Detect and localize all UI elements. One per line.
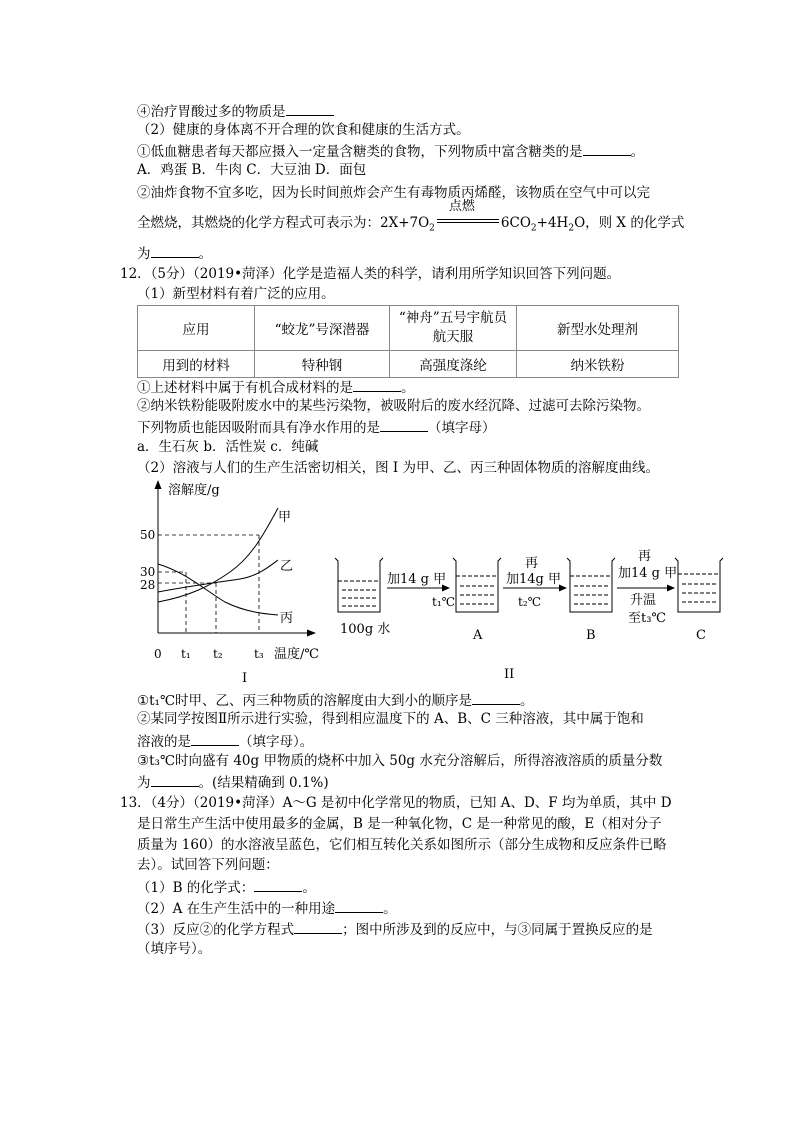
step2-label-b: 加14g 甲 (506, 572, 561, 587)
reaction-condition-arrow: 点燃 (435, 213, 501, 227)
q12-s2c: a．生石灰 b．活性炭 c．纯碱 (137, 439, 319, 455)
q11-line-5: ②油炸食物不宜多吃，因为长时间煎炸会产生有毒物质丙烯醛，该物质在空气中可以完 (137, 185, 650, 201)
answer-blank[interactable] (353, 377, 401, 392)
step3-label-c: 升温 (630, 593, 657, 608)
q12-s5b: 为 。(结果精确到 0.1%) (137, 772, 329, 792)
q11-line-3: ①低血糖患者每天都应摄入一定量含糖类的食物，下列物质中富含糖类的是 。 (137, 141, 644, 161)
answer-blank[interactable] (472, 690, 520, 705)
y-axis-arrow (155, 480, 162, 489)
q13-line-5: （1）B 的化学式： 。 (137, 877, 316, 897)
q13-line-8: （填序号）。 (137, 941, 212, 957)
table-cell: 特种钢 (255, 351, 390, 378)
q12-header: 12．（5分）（2019•菏泽）化学是造福人类的科学，请利用所学知识回答下列问题。 (120, 266, 621, 282)
series-label-yi: 乙 (280, 559, 294, 574)
beaker-c (675, 558, 723, 612)
table-cell: “蛟龙”号深潜器 (255, 306, 390, 351)
q11-line-2: （2）健康的身体离不开合理的饮食和健康的生活方式。 (137, 122, 470, 138)
x-axis-label: 温度/℃ (274, 647, 319, 662)
beaker-a (453, 558, 501, 612)
step1-label: 加14 g 甲 (387, 572, 447, 587)
answer-blank[interactable] (151, 243, 199, 258)
y-axis-label: 溶解度/g (168, 483, 220, 498)
table-cell: “神舟”五号宇航员航天服 (390, 306, 517, 351)
q13-line-1: 13．（4分）（2019•菏泽）A～G 是初中化学常见的物质，已知 A、D、F 均为单质，其中 D (120, 795, 672, 811)
answer-blank[interactable] (191, 731, 239, 746)
answer-blank[interactable] (151, 772, 199, 787)
beaker-water (335, 558, 383, 612)
q12-s3: ①t₁℃时甲、乙、丙三种物质的溶解度由大到小的顺序是 。 (137, 690, 534, 710)
curve-jia (158, 508, 278, 602)
curve-yi (158, 560, 278, 592)
answer-blank[interactable] (335, 898, 383, 913)
experiment-diagram (332, 548, 732, 690)
q12-part2: （2）溶液与人们的生产生活密切相关，图 I 为甲、乙、丙三种固体物质的溶解度曲线。 (137, 460, 660, 476)
step3-label-a: 再 (638, 549, 652, 564)
solubility-chart (130, 478, 330, 690)
table-cell: 高强度涤纶 (390, 351, 517, 378)
step2-label-a: 再 (525, 556, 539, 571)
label-a: A (473, 628, 483, 643)
q12-s5a: ③t₃℃时向盛有 40g 甲物质的烧杯中加入 50g 水充分溶解后，所得溶液溶质的质量分数 (137, 753, 663, 769)
q13-line-2: 是日常生产生活中使用最多的金属，B 是一种氧化物，C 是一种常见的酸，E（相对分子 (137, 816, 662, 832)
figure-caption-2: II (504, 667, 515, 682)
x-axis-arrow (307, 630, 316, 637)
table-cell: 新型水处理剂 (517, 306, 679, 351)
step3-label-b: 加14 g 甲 (618, 566, 678, 581)
materials-table (137, 305, 679, 378)
x-tick-t3: t₃ (254, 647, 264, 661)
water-label: 100g 水 (340, 622, 391, 637)
answer-blank[interactable] (294, 919, 342, 934)
step1-temp: t₁℃ (432, 595, 456, 609)
q12-s4a: ②某同学按图Ⅱ所示进行实验，得到相应温度下的 A、B、C 三种溶液，其中属于饱和 (137, 711, 644, 727)
q12-s1: ①上述材料中属于有机合成材料的是 。 (137, 377, 415, 397)
y-tick-30: 30 (140, 565, 156, 579)
answer-blank[interactable] (583, 141, 631, 156)
origin-label: 0 (154, 647, 162, 661)
series-label-jia: 甲 (278, 510, 292, 525)
y-tick-28: 28 (140, 578, 156, 592)
q12-part1: （1）新型材料有着广泛的应用。 (137, 286, 335, 302)
q11-line-1: ④治疗胃酸过多的物质是 (137, 101, 334, 121)
q11-line-7: 为 。 (137, 243, 212, 263)
x-tick-t1: t₁ (181, 647, 191, 661)
q12-s4b: 溶液的是 （填字母）。 (137, 731, 313, 751)
label-c: C (696, 628, 706, 643)
series-label-bing: 丙 (280, 611, 294, 626)
label-b: B (586, 628, 596, 643)
answer-blank[interactable] (254, 877, 302, 892)
q13-line-3: 质量为 160）的水溶液呈蓝色，它们相互转化关系如图所示（部分生成物和反应条件已略 (137, 837, 667, 853)
x-tick-t2: t₂ (213, 647, 223, 661)
beaker-b (567, 558, 615, 612)
table-cell: 用到的材料 (138, 351, 255, 378)
step2-temp: t₂℃ (518, 595, 542, 609)
table-cell: 纳米铁粉 (517, 351, 679, 378)
q13-line-7: （3）反应②的化学方程式 ；图中所涉及到的反应中，与③同属于置换反应的是 (137, 919, 653, 939)
q11-line-6: 全燃烧，其燃烧的化学方程式可表示为：$2X+7O_2$ 点燃 $6CO_2+4H_2O$，则 X 的化学式 (137, 199, 685, 234)
q13-line-4: 去）。试回答下列问题： (137, 857, 279, 873)
answer-blank[interactable] (286, 101, 334, 116)
q13-line-6: （2）A 在生产生活中的一种用途 。 (137, 898, 397, 918)
answer-blank[interactable] (380, 417, 428, 432)
y-tick-50: 50 (140, 528, 156, 542)
figure-caption-1: I (242, 671, 248, 686)
table-cell: 应用 (138, 306, 255, 351)
step3-label-d: 至t₃℃ (628, 611, 666, 626)
q11-line-4: A．鸡蛋 B．牛肉 C．大豆油 D．面包 (137, 162, 367, 178)
q12-s2b: 下列物质也能因吸附而具有净水作用的是 （填字母） (137, 417, 496, 437)
q12-s2a: ②纳米铁粉能吸附废水中的某些污染物，被吸附后的废水经沉降、过滤可去除污染物。 (137, 398, 650, 414)
